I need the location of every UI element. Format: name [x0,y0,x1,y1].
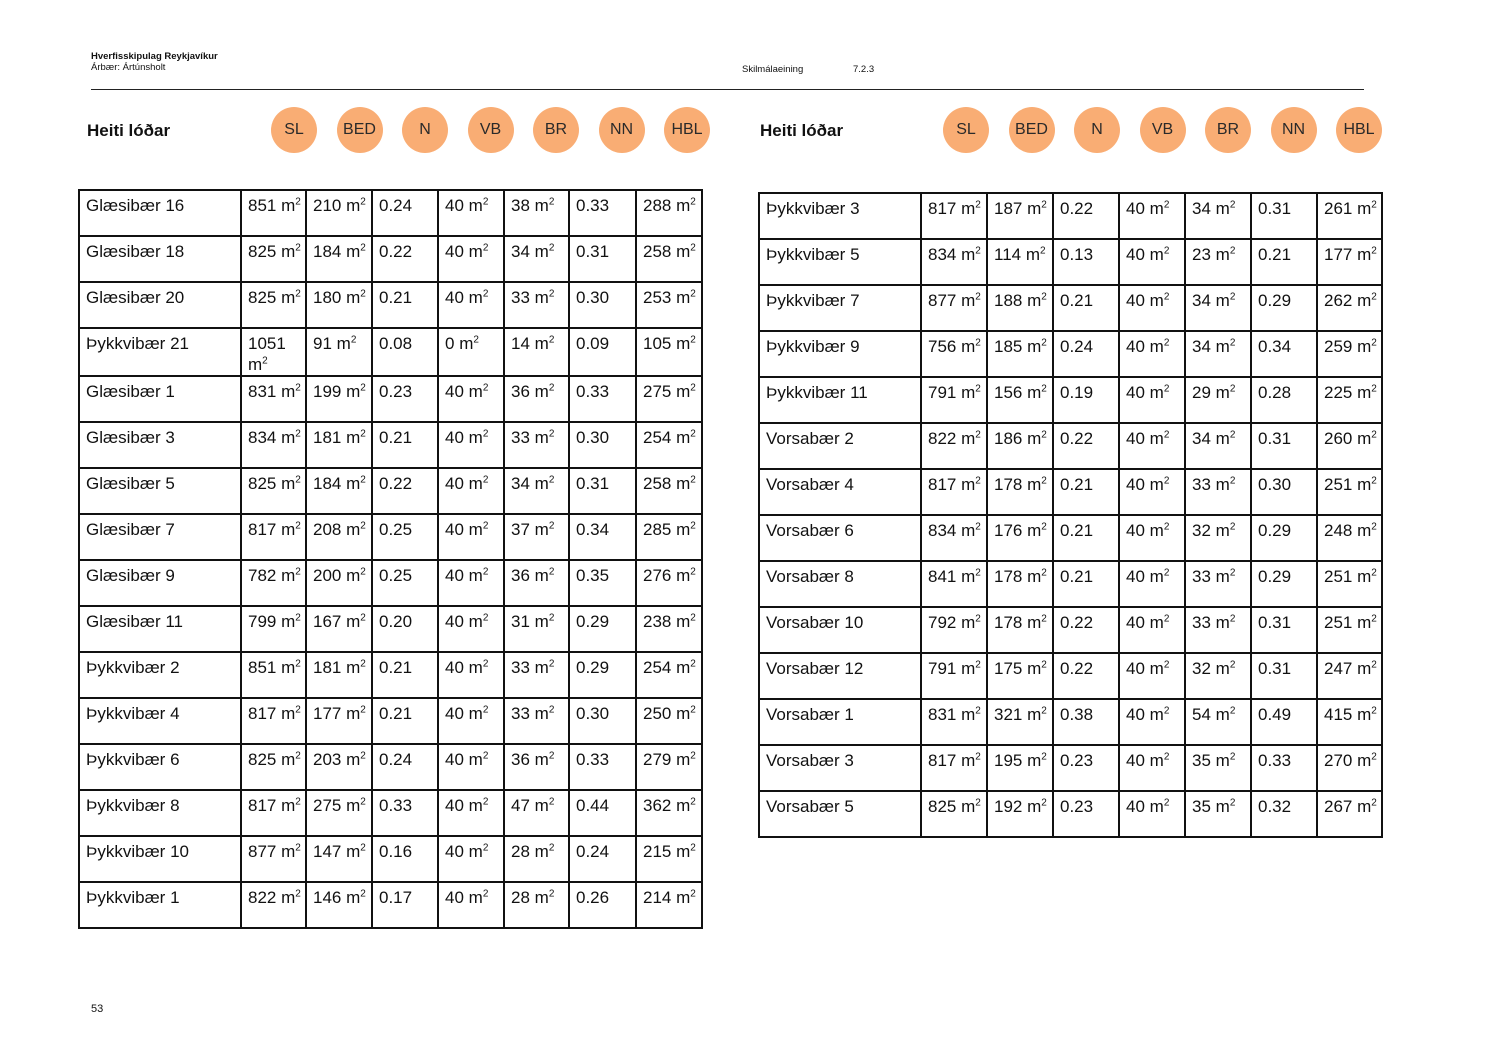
table-row [79,744,702,790]
lot-name-cell: Glæsibær 5 [79,468,241,514]
value-cell: 0.21 [1053,515,1119,561]
table-row [79,328,702,376]
value-cell: 40 $m^2$ [1119,239,1185,285]
lot-name-cell: Þykkvibær 3 [759,193,921,239]
table-row [759,193,1382,239]
value-cell: 0.33 [1251,745,1317,791]
value-cell: 28 $m^2$ [504,882,569,928]
value-cell: 288 $m^2$ [636,190,702,236]
value-cell: 225 $m^2$ [1317,377,1382,423]
badge-nn: NN [599,107,645,153]
value-cell: 851 $m^2$ [241,652,306,698]
value-cell: 0.35 [569,560,636,606]
value-cell: 0.30 [1251,469,1317,515]
value-cell: 34 $m^2$ [1185,285,1251,331]
value-cell: 33 $m^2$ [504,652,569,698]
value-cell: 0.33 [569,376,636,422]
value-cell: 0.31 [569,468,636,514]
value-cell: 203 $m^2$ [306,744,372,790]
value-cell: 0.21 [372,698,438,744]
value-cell: 40 $m^2$ [438,376,504,422]
value-cell: 40 $m^2$ [1119,423,1185,469]
value-cell: 276 $m^2$ [636,560,702,606]
section-label: Skilmálaeining [742,64,804,75]
value-cell: 40 $m^2$ [438,282,504,328]
value-cell: 40 $m^2$ [438,514,504,560]
value-cell: 114 $m^2$ [987,239,1053,285]
value-cell: 40 $m^2$ [438,468,504,514]
value-cell: 40 $m^2$ [438,836,504,882]
table-row [79,422,702,468]
table-row [759,607,1382,653]
table-row [79,282,702,328]
value-cell: 156 $m^2$ [987,377,1053,423]
value-cell: 36 $m^2$ [504,376,569,422]
value-cell: 37 $m^2$ [504,514,569,560]
lot-name-cell: Þykkvibær 8 [79,790,241,836]
lot-name-cell: Glæsibær 3 [79,422,241,468]
value-cell: 0.21 [372,282,438,328]
value-cell: 799 $m^2$ [241,606,306,652]
value-cell: 181 $m^2$ [306,652,372,698]
value-cell: 178 $m^2$ [987,561,1053,607]
value-cell: 40 $m^2$ [438,606,504,652]
value-cell: 177 $m^2$ [306,698,372,744]
value-cell: 238 $m^2$ [636,606,702,652]
value-cell: 0.24 [372,190,438,236]
value-cell: 36 $m^2$ [504,744,569,790]
value-cell: 187 $m^2$ [987,193,1053,239]
value-cell: 200 $m^2$ [306,560,372,606]
lot-name-cell: Glæsibær 1 [79,376,241,422]
value-cell: 0.22 [1053,653,1119,699]
value-cell: 0.19 [1053,377,1119,423]
value-cell: 0.24 [1053,331,1119,377]
value-cell: 834 $m^2$ [921,239,987,285]
table-row [759,653,1382,699]
value-cell: 214 $m^2$ [636,882,702,928]
lot-name-cell: Glæsibær 11 [79,606,241,652]
value-cell: 0.21 [372,652,438,698]
table-row [79,606,702,652]
table-row [759,699,1382,745]
value-cell: 415 $m^2$ [1317,699,1382,745]
value-cell: 251 $m^2$ [1317,561,1382,607]
value-cell: 40 $m^2$ [1119,193,1185,239]
table-row [79,190,702,236]
value-cell: 34 $m^2$ [1185,193,1251,239]
value-cell: 186 $m^2$ [987,423,1053,469]
value-cell: 0.08 [372,328,438,376]
value-cell: 40 $m^2$ [438,560,504,606]
value-cell: 0.09 [569,328,636,376]
value-cell: 36 $m^2$ [504,560,569,606]
value-cell: 35 $m^2$ [1185,745,1251,791]
right-lot-name-heading: Heiti lóðar [760,121,844,140]
value-cell: 321 $m^2$ [987,699,1053,745]
value-cell: 192 $m^2$ [987,791,1053,837]
value-cell: 47 $m^2$ [504,790,569,836]
value-cell: 29 $m^2$ [1185,377,1251,423]
value-cell: 0.17 [372,882,438,928]
value-cell: 180 $m^2$ [306,282,372,328]
table-row [759,423,1382,469]
value-cell: 40 $m^2$ [1119,515,1185,561]
value-cell: 0.44 [569,790,636,836]
lot-name-cell: Glæsibær 9 [79,560,241,606]
value-cell: 0.25 [372,514,438,560]
badge-hbl: HBL [664,107,710,153]
value-cell: 0.32 [1251,791,1317,837]
value-cell: 195 $m^2$ [987,745,1053,791]
value-cell: 40 $m^2$ [1119,745,1185,791]
value-cell: 0.29 [1251,515,1317,561]
badge-n: N [1074,107,1120,153]
value-cell: 254 $m^2$ [636,422,702,468]
value-cell: 253 $m^2$ [636,282,702,328]
table-row [79,836,702,882]
lot-name-cell: Þykkvibær 10 [79,836,241,882]
lot-name-cell: Vorsabær 10 [759,607,921,653]
value-cell: 146 $m^2$ [306,882,372,928]
lot-name-cell: Vorsabær 6 [759,515,921,561]
lot-name-cell: Vorsabær 12 [759,653,921,699]
value-cell: 267 $m^2$ [1317,791,1382,837]
value-cell: 0.23 [1053,745,1119,791]
value-cell: 0.31 [569,236,636,282]
value-cell: 877 $m^2$ [921,285,987,331]
value-cell: 31 $m^2$ [504,606,569,652]
page-number: 53 [91,1003,104,1015]
value-cell: 54 $m^2$ [1185,699,1251,745]
value-cell: 0.21 [1053,561,1119,607]
value-cell: 210 $m^2$ [306,190,372,236]
value-cell: 40 $m^2$ [438,698,504,744]
value-cell: 32 $m^2$ [1185,515,1251,561]
value-cell: 0.29 [569,606,636,652]
value-cell: 0.29 [569,652,636,698]
value-cell: 817 $m^2$ [921,745,987,791]
value-cell: 756 $m^2$ [921,331,987,377]
value-cell: 0.31 [1251,423,1317,469]
value-cell: 33 $m^2$ [504,422,569,468]
value-cell: 247 $m^2$ [1317,653,1382,699]
value-cell: 279 $m^2$ [636,744,702,790]
value-cell: 33 $m^2$ [1185,469,1251,515]
value-cell: 834 $m^2$ [241,422,306,468]
value-cell: 825 $m^2$ [241,236,306,282]
table-row [759,377,1382,423]
table-row [79,236,702,282]
value-cell: 178 $m^2$ [987,607,1053,653]
lot-name-cell: Vorsabær 5 [759,791,921,837]
value-cell: 184 $m^2$ [306,468,372,514]
value-cell: 782 $m^2$ [241,560,306,606]
table-row [79,514,702,560]
value-cell: 40 $m^2$ [438,882,504,928]
lot-name-cell: Þykkvibær 21 [79,328,241,376]
value-cell: 0.13 [1053,239,1119,285]
value-cell: 40 $m^2$ [438,652,504,698]
value-cell: 251 $m^2$ [1317,469,1382,515]
lot-name-cell: Þykkvibær 5 [759,239,921,285]
value-cell: 251 $m^2$ [1317,607,1382,653]
value-cell: 0.30 [569,422,636,468]
value-cell: 248 $m^2$ [1317,515,1382,561]
value-cell: 23 $m^2$ [1185,239,1251,285]
value-cell: 817 $m^2$ [241,698,306,744]
value-cell: 841 $m^2$ [921,561,987,607]
badge-hbl: HBL [1336,107,1382,153]
document-subtitle: Árbær: Ártúnsholt [91,62,166,73]
value-cell: 817 $m^2$ [921,193,987,239]
value-cell: 825 $m^2$ [241,282,306,328]
value-cell: 822 $m^2$ [241,882,306,928]
value-cell: 40 $m^2$ [1119,561,1185,607]
value-cell: 178 $m^2$ [987,469,1053,515]
value-cell: 208 $m^2$ [306,514,372,560]
value-cell: 0.24 [372,744,438,790]
value-cell: 0.30 [569,282,636,328]
table-row [79,468,702,514]
table-row [79,376,702,422]
value-cell: 0.26 [569,882,636,928]
value-cell: 35 $m^2$ [1185,791,1251,837]
value-cell: 0.21 [372,422,438,468]
value-cell: 275 $m^2$ [636,376,702,422]
value-cell: 34 $m^2$ [1185,423,1251,469]
value-cell: 33 $m^2$ [1185,561,1251,607]
table-row [759,745,1382,791]
lot-name-cell: Vorsabær 3 [759,745,921,791]
value-cell: 831 $m^2$ [921,699,987,745]
value-cell: 0.31 [1251,193,1317,239]
badge-bed: BED [1009,107,1055,153]
value-cell: 40 $m^2$ [1119,469,1185,515]
lot-name-cell: Þykkvibær 1 [79,882,241,928]
value-cell: 32 $m^2$ [1185,653,1251,699]
lot-name-cell: Glæsibær 16 [79,190,241,236]
lot-name-cell: Glæsibær 18 [79,236,241,282]
value-cell: 34 $m^2$ [504,236,569,282]
value-cell: 260 $m^2$ [1317,423,1382,469]
value-cell: 362 $m^2$ [636,790,702,836]
table-row [759,331,1382,377]
value-cell: 175 $m^2$ [987,653,1053,699]
document-title: Hverfisskipulag Reykjavíkur [91,51,218,62]
value-cell: 817 $m^2$ [241,790,306,836]
value-cell: 34 $m^2$ [504,468,569,514]
badge-bed: BED [337,107,383,153]
table-row [79,560,702,606]
value-cell: 258 $m^2$ [636,236,702,282]
value-cell: 0.23 [1053,791,1119,837]
table-row [759,469,1382,515]
value-cell: 0.23 [372,376,438,422]
value-cell: 0.34 [1251,331,1317,377]
value-cell: 834 $m^2$ [921,515,987,561]
value-cell: 40 $m^2$ [438,790,504,836]
value-cell: 0.33 [569,744,636,790]
value-cell: 40 $m^2$ [1119,653,1185,699]
value-cell: 285 $m^2$ [636,514,702,560]
table-row [759,561,1382,607]
value-cell: 0.31 [1251,653,1317,699]
value-cell: 176 $m^2$ [987,515,1053,561]
lot-name-cell: Þykkvibær 11 [759,377,921,423]
value-cell: 40 $m^2$ [438,422,504,468]
value-cell: 0.20 [372,606,438,652]
value-cell: 40 $m^2$ [438,236,504,282]
badge-sl: SL [271,107,317,153]
value-cell: 825 $m^2$ [241,744,306,790]
value-cell: 822 $m^2$ [921,423,987,469]
value-cell: 0 $m^2$ [438,328,504,376]
value-cell: 0.22 [1053,607,1119,653]
value-cell: 40 $m^2$ [1119,377,1185,423]
value-cell: 40 $m^2$ [1119,331,1185,377]
header-divider [91,89,1364,90]
lot-name-cell: Vorsabær 4 [759,469,921,515]
value-cell: 14 $m^2$ [504,328,569,376]
lot-name-cell: Glæsibær 20 [79,282,241,328]
value-cell: 250 $m^2$ [636,698,702,744]
table-row [79,882,702,928]
value-cell: 147 $m^2$ [306,836,372,882]
badge-nn: NN [1271,107,1317,153]
value-cell: 825 $m^2$ [241,468,306,514]
value-cell: 851 $m^2$ [241,190,306,236]
badge-sl: SL [943,107,989,153]
value-cell: 215 $m^2$ [636,836,702,882]
lot-name-cell: Glæsibær 7 [79,514,241,560]
value-cell: 199 $m^2$ [306,376,372,422]
table-row [79,790,702,836]
value-cell: 33 $m^2$ [504,282,569,328]
value-cell: 0.28 [1251,377,1317,423]
value-cell: 0.30 [569,698,636,744]
value-cell: 0.22 [1053,423,1119,469]
value-cell: 0.22 [372,236,438,282]
value-cell: 0.29 [1251,561,1317,607]
value-cell: 28 $m^2$ [504,836,569,882]
right-lot-table [758,192,1383,838]
value-cell: 258 $m^2$ [636,468,702,514]
table-row [759,239,1382,285]
table-row [759,791,1382,837]
value-cell: 792 $m^2$ [921,607,987,653]
table-row [79,698,702,744]
value-cell: 33 $m^2$ [1185,607,1251,653]
lot-name-cell: Þykkvibær 9 [759,331,921,377]
value-cell: 817 $m^2$ [921,469,987,515]
value-cell: 34 $m^2$ [1185,331,1251,377]
value-cell: 270 $m^2$ [1317,745,1382,791]
value-cell: 817 $m^2$ [241,514,306,560]
value-cell: 0.29 [1251,285,1317,331]
value-cell: 0.34 [569,514,636,560]
value-cell: 33 $m^2$ [504,698,569,744]
value-cell: 0.16 [372,836,438,882]
value-cell: 40 $m^2$ [438,744,504,790]
value-cell: 0.33 [372,790,438,836]
value-cell: 40 $m^2$ [1119,699,1185,745]
value-cell: 177 $m^2$ [1317,239,1382,285]
value-cell: 254 $m^2$ [636,652,702,698]
value-cell: 167 $m^2$ [306,606,372,652]
lot-name-cell: Þykkvibær 7 [759,285,921,331]
value-cell: 184 $m^2$ [306,236,372,282]
value-cell: 791 $m^2$ [921,377,987,423]
lot-name-cell: Vorsabær 2 [759,423,921,469]
value-cell: 40 $m^2$ [1119,791,1185,837]
value-cell: 40 $m^2$ [438,190,504,236]
table-row [759,285,1382,331]
value-cell: 877 $m^2$ [241,836,306,882]
value-cell: 261 $m^2$ [1317,193,1382,239]
value-cell: 181 $m^2$ [306,422,372,468]
value-cell: 185 $m^2$ [987,331,1053,377]
badge-br: BR [533,107,579,153]
value-cell: 831 $m^2$ [241,376,306,422]
value-cell: 0.38 [1053,699,1119,745]
value-cell: 0.21 [1251,239,1317,285]
lot-name-cell: Vorsabær 1 [759,699,921,745]
value-cell: 40 $m^2$ [1119,607,1185,653]
lot-name-cell: Vorsabær 8 [759,561,921,607]
table-row [759,515,1382,561]
left-lot-name-heading: Heiti lóðar [87,121,171,140]
value-cell: 1051 $m^2$ [241,328,306,376]
value-cell: 91 $m^2$ [306,328,372,376]
badge-n: N [402,107,448,153]
value-cell: 0.22 [372,468,438,514]
lot-name-cell: Þykkvibær 4 [79,698,241,744]
section-number: 7.2.3 [853,64,875,75]
value-cell: 0.49 [1251,699,1317,745]
value-cell: 275 $m^2$ [306,790,372,836]
value-cell: 262 $m^2$ [1317,285,1382,331]
value-cell: 0.33 [569,190,636,236]
value-cell: 0.21 [1053,469,1119,515]
value-cell: 0.25 [372,560,438,606]
badge-vb: VB [1140,107,1186,153]
value-cell: 105 $m^2$ [636,328,702,376]
badge-vb: VB [468,107,514,153]
value-cell: 0.24 [569,836,636,882]
value-cell: 0.31 [1251,607,1317,653]
badge-br: BR [1205,107,1251,153]
value-cell: 825 $m^2$ [921,791,987,837]
value-cell: 0.22 [1053,193,1119,239]
value-cell: 40 $m^2$ [1119,285,1185,331]
lot-name-cell: Þykkvibær 6 [79,744,241,790]
value-cell: 188 $m^2$ [987,285,1053,331]
value-cell: 259 $m^2$ [1317,331,1382,377]
lot-name-cell: Þykkvibær 2 [79,652,241,698]
value-cell: 791 $m^2$ [921,653,987,699]
table-row [79,652,702,698]
value-cell: 38 $m^2$ [504,190,569,236]
value-cell: 0.21 [1053,285,1119,331]
left-lot-table [78,189,703,929]
